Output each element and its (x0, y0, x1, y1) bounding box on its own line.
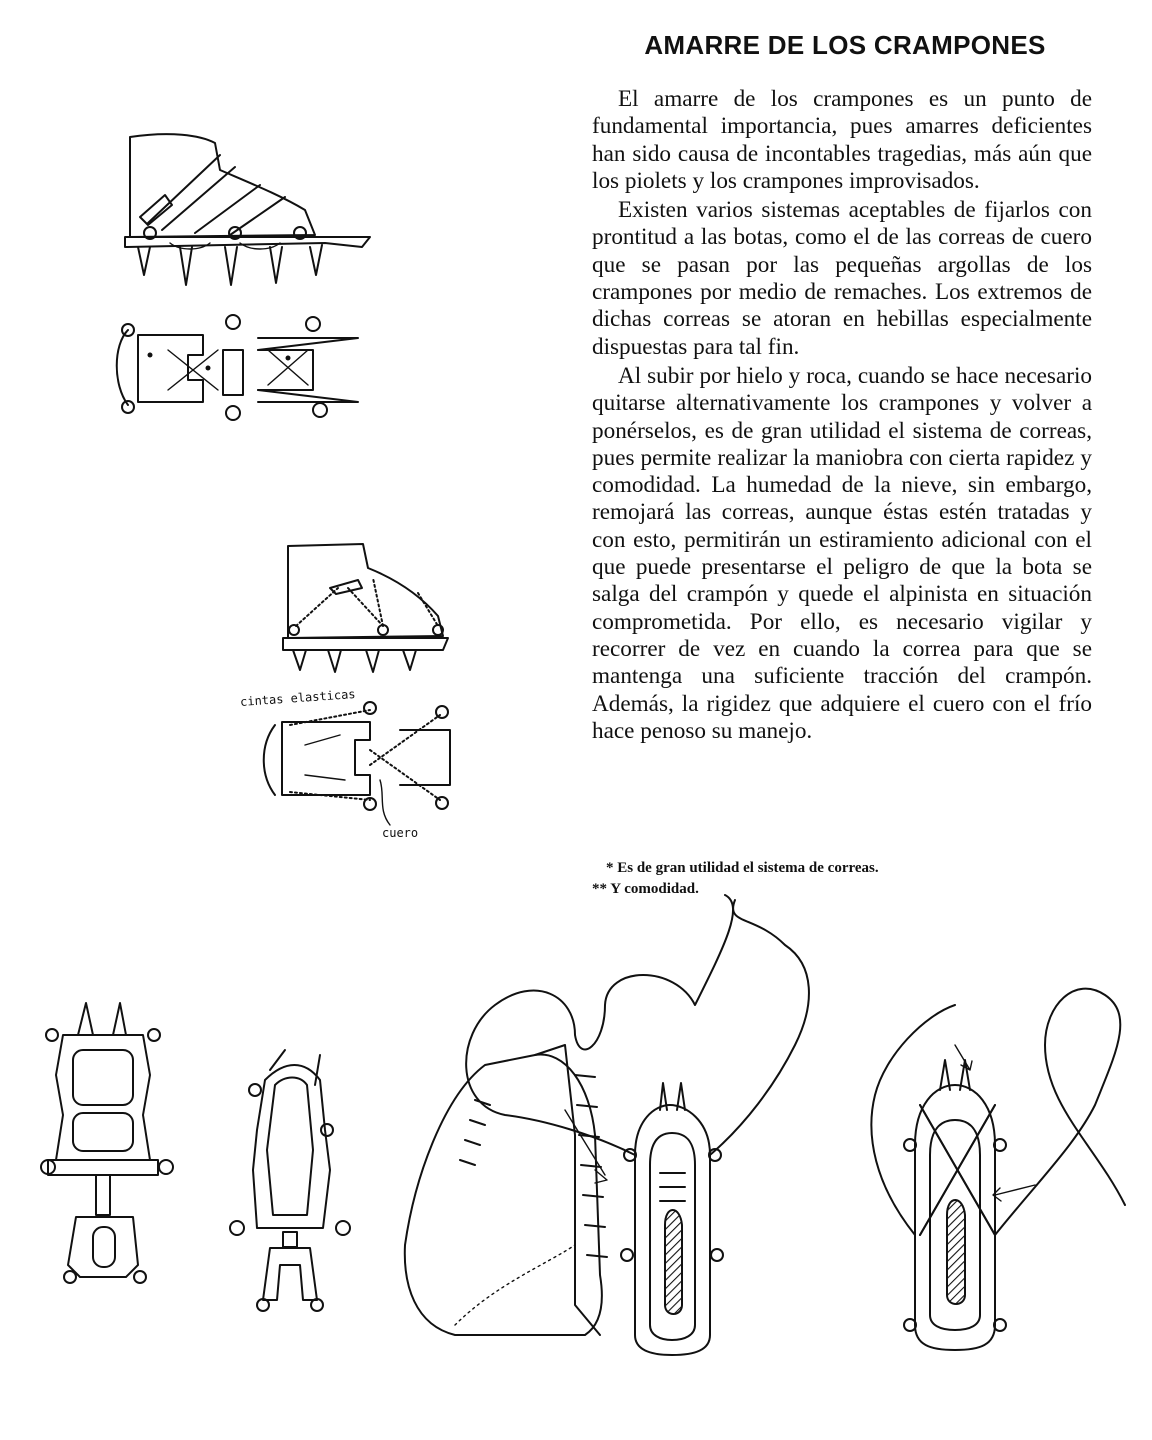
paragraph-2: Existen varios sistemas aceptables de fijarlos con prontitud a las botas, como el de las correas de cuero que se pasan por las pequeñas argollas de los crampones por medio de remaches. Los extremos de dichas correas se atoran en hebillas especialmente dispuestas para tal fin. (592, 197, 1092, 360)
footnote-1: * Es de gran utilidad el sistema de correas. (606, 860, 879, 876)
boot-and-sole-strapping-illustration (395, 905, 1145, 1345)
footnotes (592, 858, 1072, 900)
boot-elastic-straps-side-illustration (278, 538, 458, 678)
paragraph-3: Al subir por hielo y roca, cuando se hace necesario quitarse alternativamente los crampones y volver a ponérselos, es de gran utilidad el sistema de correas, pues permite realizar la maniobra con cierta rapidez y comodidad. La humedad de la nieve, sin embargo, remojará las correas, aunque éstas estén tratadas y con esto, permitirán un estiramiento adicional con el que puede presentarse el peligro de que la bota se salga del crampón y quede el alpinista en situación comprometida. Por ello, es necesario vigilar y recorrer de vez en cuando la correa para que se mantenga una suficiente tracción del crampón. Además, la rigidez que adquiere el cuero con el frío hace penoso su manejo. (592, 362, 1092, 744)
label-cuero: cuero (382, 826, 419, 840)
footnote-2: ** Y comodidad. (592, 881, 699, 897)
article-body (592, 86, 1092, 747)
label-cintas-elasticas: cintas elasticas (239, 686, 356, 710)
elastic-strap-crampon-top-illustration (260, 700, 460, 815)
boot-strap-crampon-side-illustration (110, 125, 380, 295)
strap-crampon-top-illustration (108, 310, 378, 425)
adjustable-crampon-top-illustration (225, 1050, 355, 1320)
crampon-frame-top-illustration (38, 995, 168, 1295)
page-title: AMARRE DE LOS CRAMPONES (644, 30, 1046, 60)
paragraph-1: El amarre de los crampones es un punto de fundamental importancia, pues amarres deficientes han sido causa de incontables tragedias, más aún que los piolets y los crampones improvisados. (592, 86, 1092, 194)
